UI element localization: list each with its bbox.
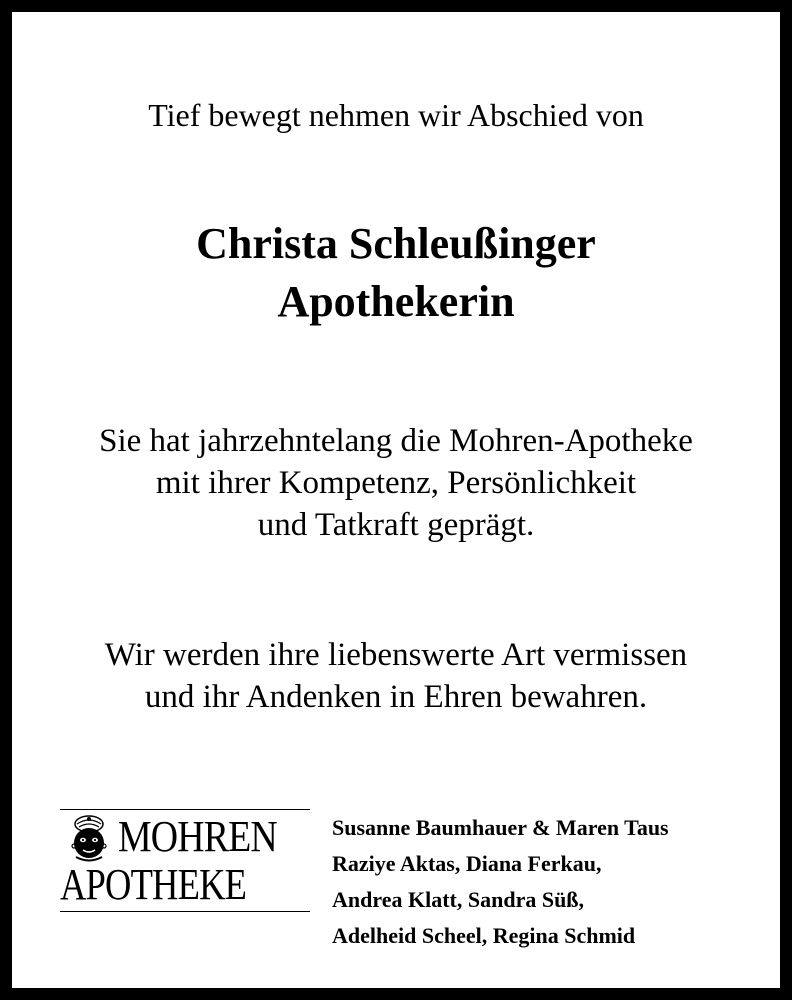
deceased-profession: Apothekerin xyxy=(277,277,515,326)
signatories-list xyxy=(332,810,669,954)
deceased-name: Christa Schleußinger xyxy=(196,219,596,268)
logo-rule xyxy=(60,809,310,810)
obituary-content xyxy=(24,24,768,976)
signatory-line: Raziye Aktas, Diana Ferkau, xyxy=(332,851,602,876)
signatory-line: Susanne Baumhauer & Maren Taus xyxy=(332,815,669,840)
logo-word-apotheke: APOTHEKE xyxy=(60,860,247,909)
logo-word-mohren: MOHREN xyxy=(118,812,277,861)
moor-head-emblem-icon xyxy=(64,814,114,864)
mohren-apotheke-logo xyxy=(60,806,312,916)
farewell-line: und ihr Andenken in Ehren bewahren. xyxy=(144,679,648,715)
intro-text: Tief bewegt nehmen wir Abschied von xyxy=(148,97,644,133)
tribute-line: mit ihrer Kompetenz, Persönlichkeit xyxy=(155,465,637,501)
tribute-paragraph xyxy=(24,420,768,546)
logo-rule xyxy=(60,911,310,912)
farewell-line: Wir werden ihre liebenswerte Art vermissen xyxy=(104,637,688,673)
signatory-line: Adelheid Scheel, Regina Schmid xyxy=(332,923,636,948)
tribute-line: Sie hat jahrzehntelang die Mohren-Apotheke xyxy=(99,423,693,459)
signatory-line: Andrea Klatt, Sandra Süß, xyxy=(332,887,585,912)
farewell-paragraph xyxy=(24,634,768,718)
tribute-line: und Tatkraft geprägt. xyxy=(257,507,535,543)
